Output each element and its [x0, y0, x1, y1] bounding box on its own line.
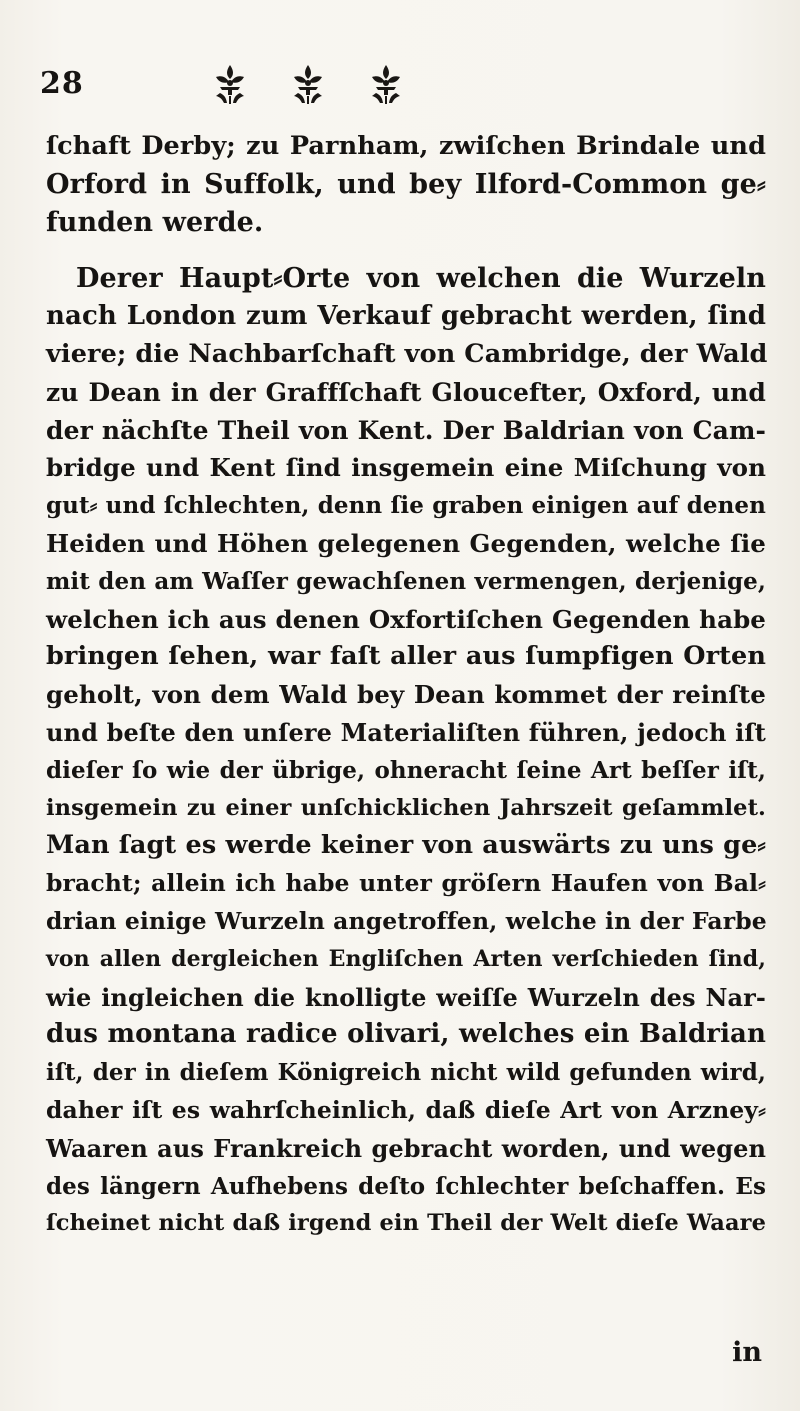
- paragraph-spacer: [46, 241, 766, 260]
- text-line: insgemein zu einer unſchicklichen Jahrszeit geſammlet.: [46, 794, 766, 821]
- text-line: mit den am Waſſer gewachſenen vermengen, derjenige,: [46, 567, 766, 595]
- text-line: gut⸗ und ſchlechten, denn ſie graben einigen auf denen: [46, 492, 766, 520]
- text-line: zu Dean in der Graffſchaft Gloucefter, Oxford, und: [46, 377, 766, 407]
- floral-ornament-icon: [366, 63, 406, 105]
- text-line: der nächſte Theil von Kent. Der Baldrian von Cam-: [46, 415, 766, 445]
- text-line: dieſer ſo wie der übrige, ohneracht ſeine Art beſſer iſt,: [46, 756, 766, 784]
- text-line: Orford in Suffolk, und bey Ilford-Common ge⸗: [46, 168, 766, 200]
- paragraph: [46, 128, 766, 241]
- text-line: geholt, von dem Wald bey Dean kommet der reinſte: [46, 680, 766, 710]
- text-line: ſcheinet nicht daß irgend ein Theil der Welt dieſe Waare: [46, 1210, 766, 1237]
- text-line: und beſte den unſere Materialiſten führen, jedoch iſt: [46, 717, 766, 747]
- text-line: ſchaft Derby; zu Parnham, zwiſchen Brindale und: [46, 131, 766, 161]
- page-number: 28: [40, 66, 84, 101]
- text-line: bridge und Kent ſind insgemein eine Miſchung von: [46, 453, 766, 483]
- text-line: Derer Haupt⸗Orte von welchen die Wurzeln: [76, 263, 766, 295]
- text-line: funden werde.: [46, 206, 264, 238]
- ornament-row: [210, 62, 406, 106]
- catchword: in: [732, 1337, 762, 1368]
- text-line: Heiden und Höhen gelegenen Gegenden, welche ſie: [46, 528, 766, 558]
- text-line: Man ſagt es werde keiner von auswärts zu uns ge⸗: [46, 830, 766, 861]
- body-text: [46, 128, 766, 1243]
- floral-ornament-icon: [210, 63, 250, 105]
- text-line: bringen ſehen, war faſt aller aus ſumpfigen Orten: [46, 641, 766, 672]
- text-line: nach London zum Verkauf gebracht werden, ſind: [46, 301, 766, 332]
- text-line: bracht; allein ich habe unter gröſern Haufen von Bal⸗: [46, 869, 766, 898]
- floral-ornament-icon: [288, 63, 328, 105]
- text-line: daher iſt es wahrſcheinlich, daß dieſe Art von Arzney⸗: [46, 1095, 766, 1124]
- text-line: dus montana radice olivari, welches ein Baldrian: [46, 1019, 766, 1050]
- text-line: welchen ich aus denen Oxfortiſchen Gegenden habe: [46, 604, 766, 634]
- text-line: drian einige Wurzeln angetroffen, welche in der Farbe: [46, 906, 767, 935]
- text-line: von allen dergleichen Engliſchen Arten verſchieden ſind,: [46, 945, 766, 972]
- text-line: viere; die Nachbarſchaft von Cambridge, der Wald: [46, 338, 768, 369]
- text-line: des längern Aufhebens deſto ſchlechter beſchaffen. Es: [46, 1172, 766, 1200]
- page-header: [40, 62, 760, 106]
- paragraph: [46, 260, 766, 1243]
- text-line: Waaren aus Frankreich gebracht worden, und wegen: [46, 1133, 766, 1163]
- text-line: wie ingleichen die knolligte weiſſe Wurzeln des Nar-: [46, 982, 766, 1012]
- text-line: iſt, der in dieſem Königreich nicht wild gefunden wird,: [46, 1059, 766, 1087]
